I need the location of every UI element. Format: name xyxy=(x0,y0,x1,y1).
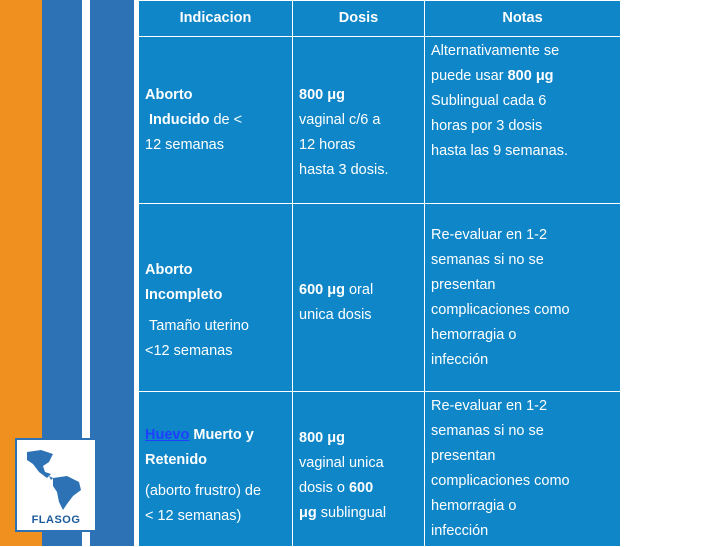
indication-title: Aborto xyxy=(145,261,193,278)
note-line: hasta las 9 semanas. xyxy=(431,143,569,159)
dose-route: sublingual xyxy=(320,505,387,521)
notes-cell xyxy=(425,37,621,204)
dose-amount: 800 μg xyxy=(299,87,345,103)
dose-amount: 600 μg xyxy=(299,281,345,298)
note-line: horas por 3 dosis xyxy=(431,118,543,134)
note-line: presentan xyxy=(431,448,496,464)
dose-line: unica dosis xyxy=(299,306,372,323)
indication-cell xyxy=(139,37,293,204)
dose-cell xyxy=(293,37,425,204)
americas-map-icon xyxy=(23,446,89,512)
indication-rest: de < xyxy=(213,111,243,128)
indication-title: Incompleto xyxy=(145,286,223,303)
table-row xyxy=(139,37,621,204)
note-line: hemorragia o xyxy=(431,498,517,514)
indication-line: (aborto frustro) de xyxy=(145,483,262,499)
dose-line: hasta 3 dosis. xyxy=(299,162,389,178)
indication-line: <12 semanas xyxy=(145,342,233,359)
note-dose: 800 μg xyxy=(507,68,554,84)
dose-line: 12 horas xyxy=(299,137,356,153)
note-line: infección xyxy=(431,523,489,539)
flasog-logo xyxy=(15,438,97,532)
dose-line: dosis o xyxy=(299,480,345,496)
notes-cell xyxy=(425,392,621,547)
logo-text: FLASOG xyxy=(31,514,81,526)
table-row xyxy=(139,392,621,547)
note-line: Alternativamente se xyxy=(431,43,560,59)
note-line: presentan xyxy=(431,276,496,293)
header-row xyxy=(139,1,621,37)
indication-title: Muerto y xyxy=(193,427,254,443)
note-line: Re-evaluar en 1-2 xyxy=(431,226,548,243)
header-dosis: Dosis xyxy=(293,1,425,37)
dose-line: vaginal c/6 a xyxy=(299,112,381,128)
header-indicacion: Indicacion xyxy=(139,1,293,37)
note-line: infección xyxy=(431,351,489,368)
notes-cell xyxy=(425,204,621,392)
indication-title: Aborto xyxy=(145,86,193,103)
header-notas: Notas xyxy=(425,1,621,37)
note-line: semanas si no se xyxy=(431,423,544,439)
note-line: complicaciones como xyxy=(431,301,570,318)
note-line: Sublingual cada 6 xyxy=(431,93,547,109)
indication-bold: Inducido xyxy=(149,111,210,128)
indication-title: Retenido xyxy=(145,452,208,468)
table-row xyxy=(139,204,621,392)
dose-route: oral xyxy=(348,281,374,298)
dose-cell xyxy=(293,392,425,547)
indication-line: Tamaño uterino xyxy=(149,317,249,334)
indication-cell xyxy=(139,204,293,392)
dose-unit: μg xyxy=(299,505,317,521)
indication-cell xyxy=(139,392,293,547)
indication-line: < 12 semanas) xyxy=(145,508,242,524)
note-line: puede usar xyxy=(431,68,504,84)
dose-amount: 600 xyxy=(348,480,374,496)
dose-line: vaginal unica xyxy=(299,455,384,471)
huevo-link[interactable]: Huevo xyxy=(145,427,190,443)
note-line: semanas si no se xyxy=(431,251,544,268)
indication-line: 12 semanas xyxy=(145,136,224,153)
note-line: Re-evaluar en 1-2 xyxy=(431,398,548,414)
dosage-table xyxy=(138,0,621,547)
dose-amount: 800 μg xyxy=(299,430,345,446)
note-line: complicaciones como xyxy=(431,473,570,489)
dose-cell xyxy=(293,204,425,392)
note-line: hemorragia o xyxy=(431,326,517,343)
